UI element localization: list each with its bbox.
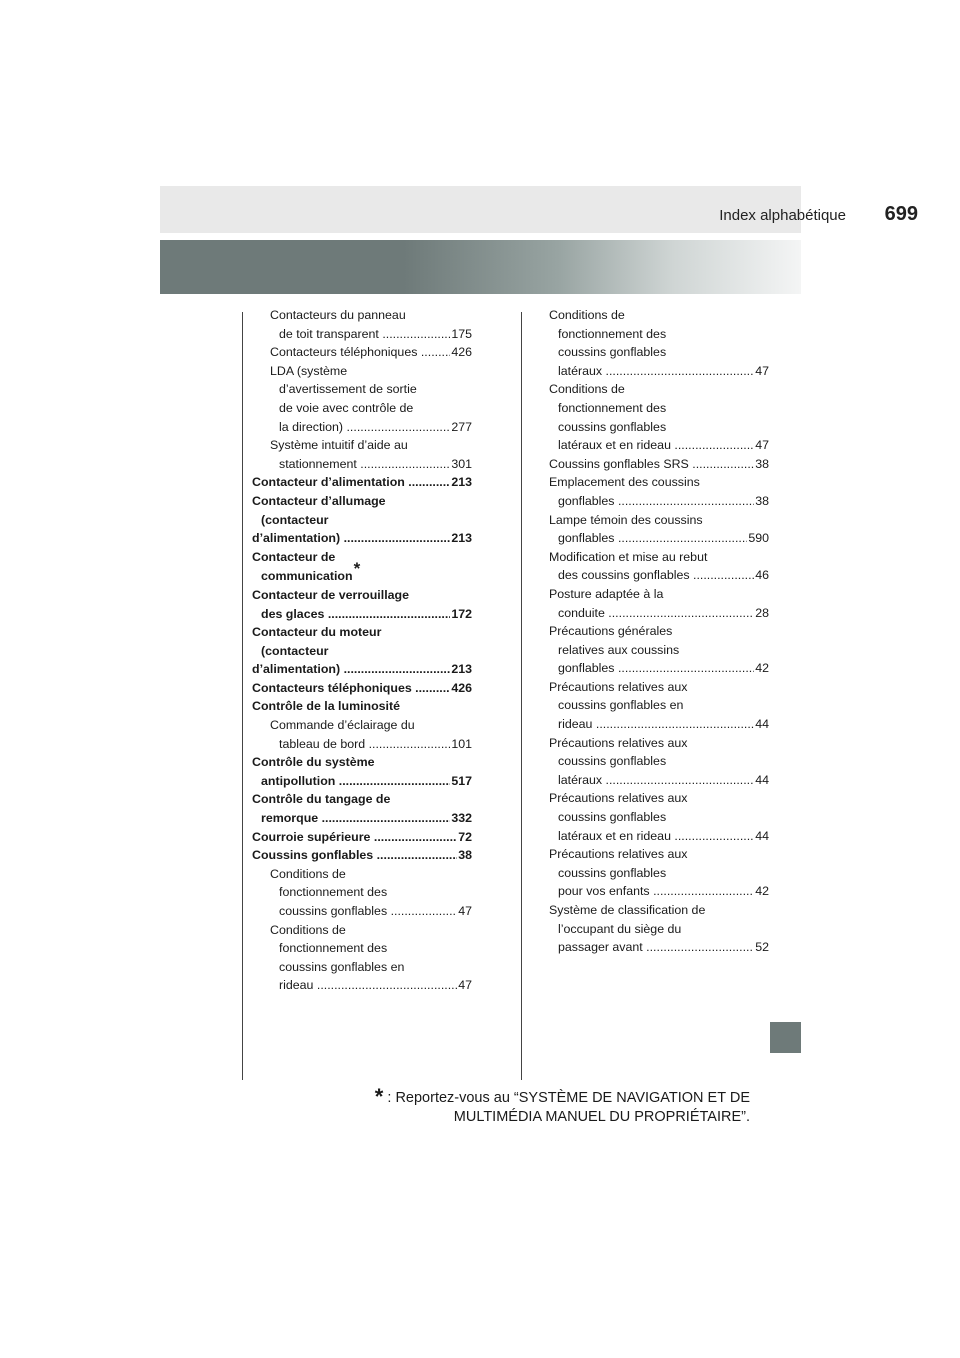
index-page-ref: 426	[451, 680, 472, 695]
index-entry-line: Système de classification de	[549, 903, 706, 917]
index-page-ref: 426	[451, 345, 472, 360]
index-page-ref: 42	[755, 661, 769, 676]
index-entry-line: Conditions de	[270, 922, 346, 937]
index-page-ref: 101	[451, 736, 472, 751]
index-entry-text: latéraux .....	[558, 362, 754, 381]
index-entry	[252, 846, 472, 865]
index-page-ref: 172	[451, 606, 472, 621]
footnote-line-1	[290, 1085, 750, 1108]
footnote	[290, 1085, 750, 1127]
index-page-ref: 47	[458, 904, 472, 918]
index-entry-line: Précautions relatives aux	[549, 847, 688, 862]
index-entry-line: (contacteur	[261, 643, 329, 658]
index-entry-line: Posture adaptée à la	[549, 586, 664, 601]
index-entry-text: pour vos enfants .....	[558, 882, 754, 901]
chapter-side-tab	[770, 1022, 801, 1053]
index-entry-text: stationnement .....	[279, 455, 450, 474]
index-entry	[252, 809, 472, 828]
section-title: Index alphabétique	[719, 207, 846, 224]
index-entry-text: coussins gonflables .....	[279, 902, 457, 921]
index-entry-text: rideau .....	[279, 976, 457, 995]
index-entry	[252, 473, 472, 492]
index-entry	[549, 882, 769, 901]
index-page-ref: 44	[755, 828, 769, 843]
index-entry-line: Conditions de	[549, 308, 625, 322]
index-entry-line: Contacteur de	[252, 549, 336, 564]
index-entry-line: coussins gonflables	[558, 810, 667, 825]
index-page-ref: 52	[755, 940, 769, 955]
index-column-left	[252, 306, 472, 995]
index-entry-line: relatives aux coussins	[558, 642, 680, 657]
index-entry-line: Contacteur d’allumage	[252, 493, 386, 508]
index-entry-text: latéraux .....	[558, 771, 754, 790]
footnote-asterisk: *	[374, 1084, 384, 1109]
index-entry-line: coussins gonflables	[558, 754, 667, 769]
index-entry	[549, 715, 769, 734]
index-page-ref: 44	[755, 717, 769, 732]
index-entry-line: coussins gonflables en	[558, 698, 684, 713]
index-page-ref: 47	[755, 438, 769, 453]
index-entry-text: d’alimentation) .....	[252, 660, 450, 679]
index-entry-line: l’occupant du siège du	[558, 921, 682, 936]
index-entry-text: conduite .....	[558, 604, 754, 623]
index-entry	[252, 679, 472, 698]
index-entry-line: Commande d’éclairage du	[270, 718, 415, 733]
index-entry	[549, 529, 769, 548]
index-entry-text: d’alimentation) .....	[252, 529, 450, 548]
index-entry-line: coussins gonflables	[558, 345, 667, 360]
index-entry-text: antipollution .....	[261, 772, 450, 791]
index-entry-line: LDA (système	[270, 363, 348, 378]
index-entry	[252, 735, 472, 754]
index-entry-text: communication	[261, 569, 353, 584]
index-entry-line: de voie avec contrôle de	[279, 400, 414, 415]
index-page-ref: 517	[451, 773, 472, 788]
index-entry	[549, 938, 769, 957]
index-entry	[252, 828, 472, 847]
index-entry	[252, 772, 472, 791]
index-entry-line: Contrôle du tangage de	[252, 792, 391, 807]
index-page-ref: 277	[451, 419, 472, 434]
index-entry-text: Courroie supérieure .....	[252, 828, 457, 847]
index-entry-line: Lampe témoin des coussins	[549, 512, 703, 527]
index-page-ref: 213	[451, 475, 472, 490]
index-entry-line: Précautions relatives aux	[549, 735, 688, 750]
index-entry-text: la direction) .....	[279, 418, 450, 437]
footnote-text-1: : Reportez-vous au “SYSTÈME DE NAVIGATION ET DE	[387, 1090, 750, 1106]
index-entry	[549, 827, 769, 846]
index-entry-text: Coussins gonflables SRS .....	[549, 455, 754, 474]
index-entry-line: d’avertissement de sortie	[279, 382, 417, 397]
index-entry-text: gonflables .....	[558, 659, 754, 678]
column-divider-left	[242, 312, 243, 1080]
index-page-ref: 44	[755, 772, 769, 787]
index-entry	[549, 492, 769, 511]
index-entry-line: fonctionnement des	[558, 326, 667, 341]
column-divider-middle	[521, 312, 522, 1080]
index-entry	[252, 455, 472, 474]
index-entry-line: coussins gonflables en	[279, 959, 405, 974]
index-page-ref: 47	[458, 978, 472, 993]
footnote-reference-mark: *	[353, 559, 361, 579]
index-entry	[252, 902, 472, 921]
index-entry-line: Conditions de	[549, 382, 625, 397]
index-entry-line: Contrôle de la luminosité	[252, 699, 401, 714]
index-entry-line: coussins gonflables	[558, 865, 667, 880]
index-entry-line: fonctionnement des	[279, 941, 388, 956]
index-page-ref: 38	[755, 456, 769, 471]
index-page-ref: 46	[755, 568, 769, 583]
page-header-bar	[160, 186, 801, 233]
page-number: 699	[884, 203, 918, 225]
index-entry-line: Précautions générales	[549, 624, 673, 639]
index-entry-line: Contacteur du moteur	[252, 625, 382, 640]
index-entry-text: latéraux et en rideau .....	[558, 827, 754, 846]
index-entry-line: fonctionnement des	[279, 885, 388, 900]
index-column-right	[549, 306, 769, 957]
index-entry	[549, 436, 769, 455]
index-entry-line: Système intuitif d’aide au	[270, 438, 408, 453]
index-entry-line: Contacteurs du panneau	[270, 308, 406, 322]
index-entry-line: Précautions relatives aux	[549, 791, 688, 806]
index-entry-line	[252, 559, 472, 586]
index-entry-text: des glaces .....	[261, 605, 450, 624]
index-page-ref: 72	[458, 829, 472, 844]
index-entry	[549, 771, 769, 790]
index-page-ref: 28	[755, 605, 769, 620]
index-entry-line: Précautions relatives aux	[549, 679, 688, 694]
index-page-ref: 590	[748, 531, 769, 546]
index-entry	[252, 976, 472, 995]
index-page-ref: 301	[451, 456, 472, 471]
index-page-ref: 47	[755, 363, 769, 378]
index-entry-line: Modification et mise au rebut	[549, 549, 708, 564]
index-page-ref: 38	[458, 848, 472, 863]
index-entry	[549, 566, 769, 585]
decorative-gradient-band	[160, 240, 801, 294]
index-entry-line: Contacteur de verrouillage	[252, 587, 409, 602]
index-entry-text: rideau .....	[558, 715, 754, 734]
index-entry-text: gonflables .....	[558, 492, 754, 511]
index-entry	[252, 418, 472, 437]
index-entry	[252, 605, 472, 624]
index-entry-text: passager avant .....	[558, 938, 754, 957]
index-page-ref: 332	[451, 811, 472, 826]
index-page-ref: 213	[451, 662, 472, 677]
index-page-ref: 38	[755, 493, 769, 508]
index-entry-text: tableau de bord .....	[279, 735, 450, 754]
index-entry-line: fonctionnement des	[558, 400, 667, 415]
index-entry	[549, 659, 769, 678]
index-entry	[549, 362, 769, 381]
index-entry-text: de toit transparent .....	[279, 325, 450, 344]
index-entry	[252, 660, 472, 679]
index-entry-text: Coussins gonflables .....	[252, 846, 457, 865]
index-page-ref: 42	[755, 884, 769, 899]
index-entry-line: Emplacement des coussins	[549, 475, 700, 490]
index-entry	[252, 325, 472, 344]
index-entry-text: remorque .....	[261, 809, 450, 828]
index-entry-text: latéraux et en rideau .....	[558, 436, 754, 455]
index-entry-line: (contacteur	[261, 512, 329, 527]
footnote-line-2: MULTIMÉDIA MANUEL DU PROPRIÉTAIRE”.	[453, 1109, 750, 1125]
index-entry-text: des coussins gonflables .....	[558, 566, 754, 585]
index-entry-text: gonflables .....	[558, 529, 747, 548]
index-entry	[549, 455, 769, 474]
index-page-ref: 175	[451, 326, 472, 341]
index-page-ref: 213	[451, 531, 472, 546]
index-entry-line: Contrôle du système	[252, 755, 375, 770]
index-entry-line: coussins gonflables	[558, 419, 667, 434]
index-entry	[549, 604, 769, 623]
index-entry	[252, 343, 472, 362]
index-entry-text: Contacteurs téléphoniques .....	[270, 343, 450, 362]
index-entry-text: Contacteurs téléphoniques .....	[252, 679, 450, 698]
index-entry	[252, 529, 472, 548]
index-entry-text: Contacteur d’alimentation .....	[252, 473, 450, 492]
index-entry-line: Conditions de	[270, 866, 346, 881]
